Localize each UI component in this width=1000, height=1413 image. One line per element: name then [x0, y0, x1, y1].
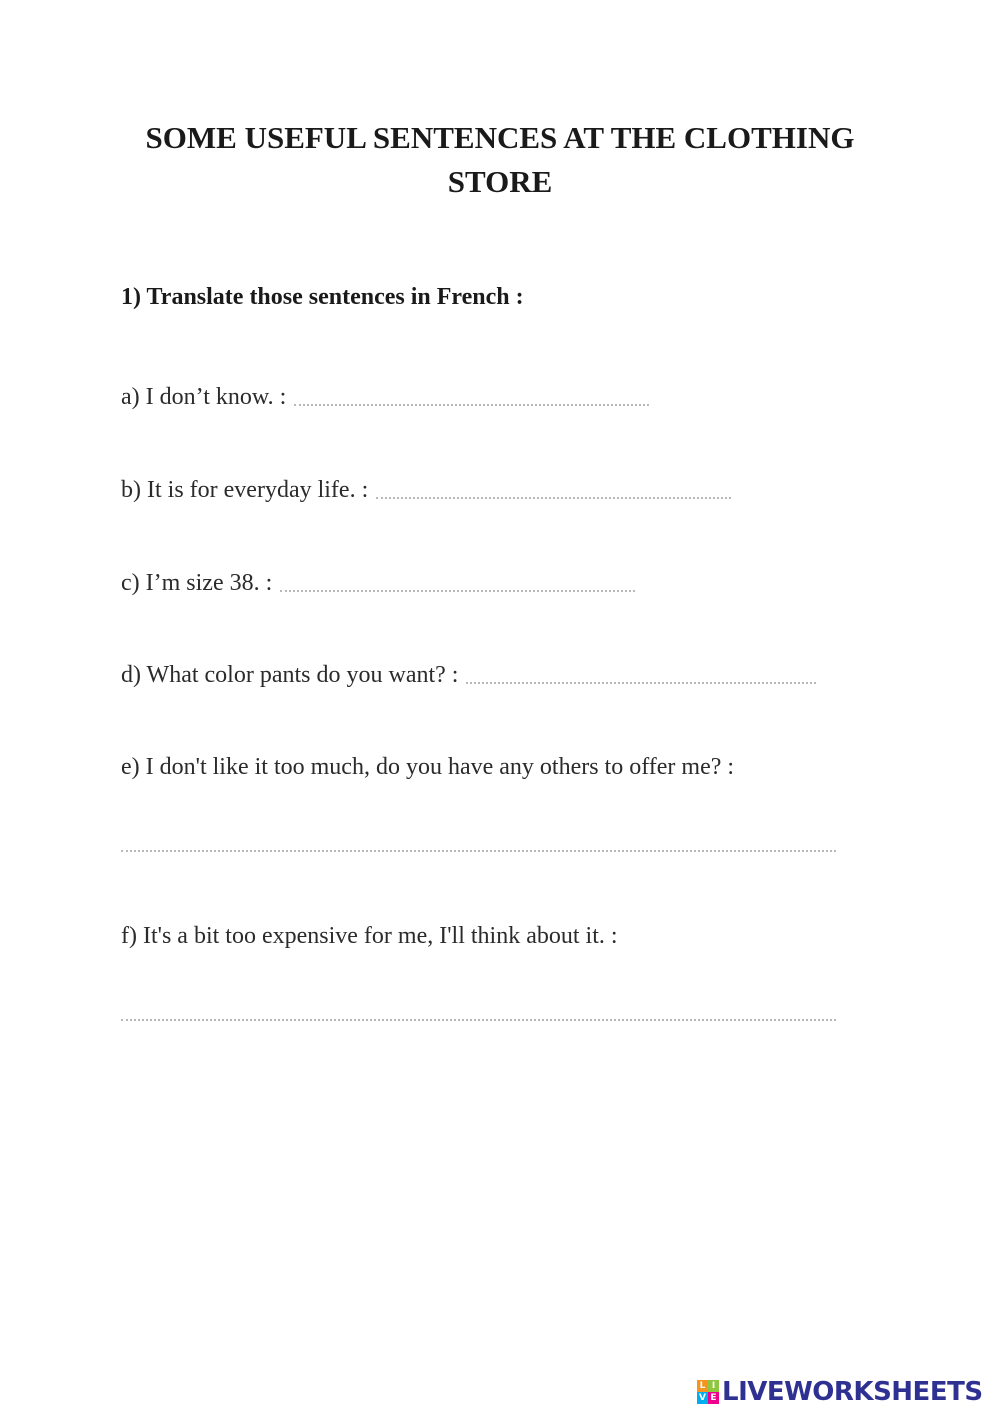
- logo-letter-l: L: [697, 1380, 708, 1392]
- answer-field-b[interactable]: [376, 497, 731, 499]
- question-label: a) I don’t know. :: [121, 384, 287, 410]
- question-label: f) It's a bit too expensive for me, I'll think about it. :: [121, 923, 618, 949]
- question-e: [121, 752, 734, 782]
- answer-field-f[interactable]: [121, 1019, 836, 1021]
- question-d: [121, 660, 816, 690]
- logo-letter-v: V: [697, 1392, 708, 1404]
- answer-field-a[interactable]: [294, 404, 649, 406]
- question-label: e) I don't like it too much, do you have any others to offer me? :: [121, 754, 735, 780]
- question-label: c) I’m size 38. :: [121, 570, 273, 596]
- title-line-2: STORE: [447, 164, 553, 199]
- liveworksheets-logo-icon: [697, 1380, 719, 1404]
- liveworksheets-brand: [697, 1378, 983, 1406]
- answer-field-e[interactable]: [121, 850, 836, 852]
- answer-field-d[interactable]: [466, 682, 816, 684]
- title-line-1: SOME USEFUL SENTENCES AT THE CLOTHING: [145, 120, 855, 155]
- worksheet-title: [0, 116, 1000, 204]
- question-label: d) What color pants do you want? :: [121, 662, 459, 688]
- question-c: [121, 568, 635, 598]
- question-b: [121, 475, 731, 505]
- question-a: [121, 382, 649, 412]
- instruction-heading: 1) Translate those sentences in French :: [121, 284, 524, 310]
- brand-wordmark: LIVEWORKSHEETS: [722, 1377, 983, 1407]
- logo-letter-e: E: [708, 1392, 719, 1404]
- answer-field-c[interactable]: [280, 590, 635, 592]
- logo-letter-i: I: [708, 1380, 719, 1392]
- question-f: [121, 921, 618, 951]
- question-label: b) It is for everyday life. :: [121, 477, 369, 503]
